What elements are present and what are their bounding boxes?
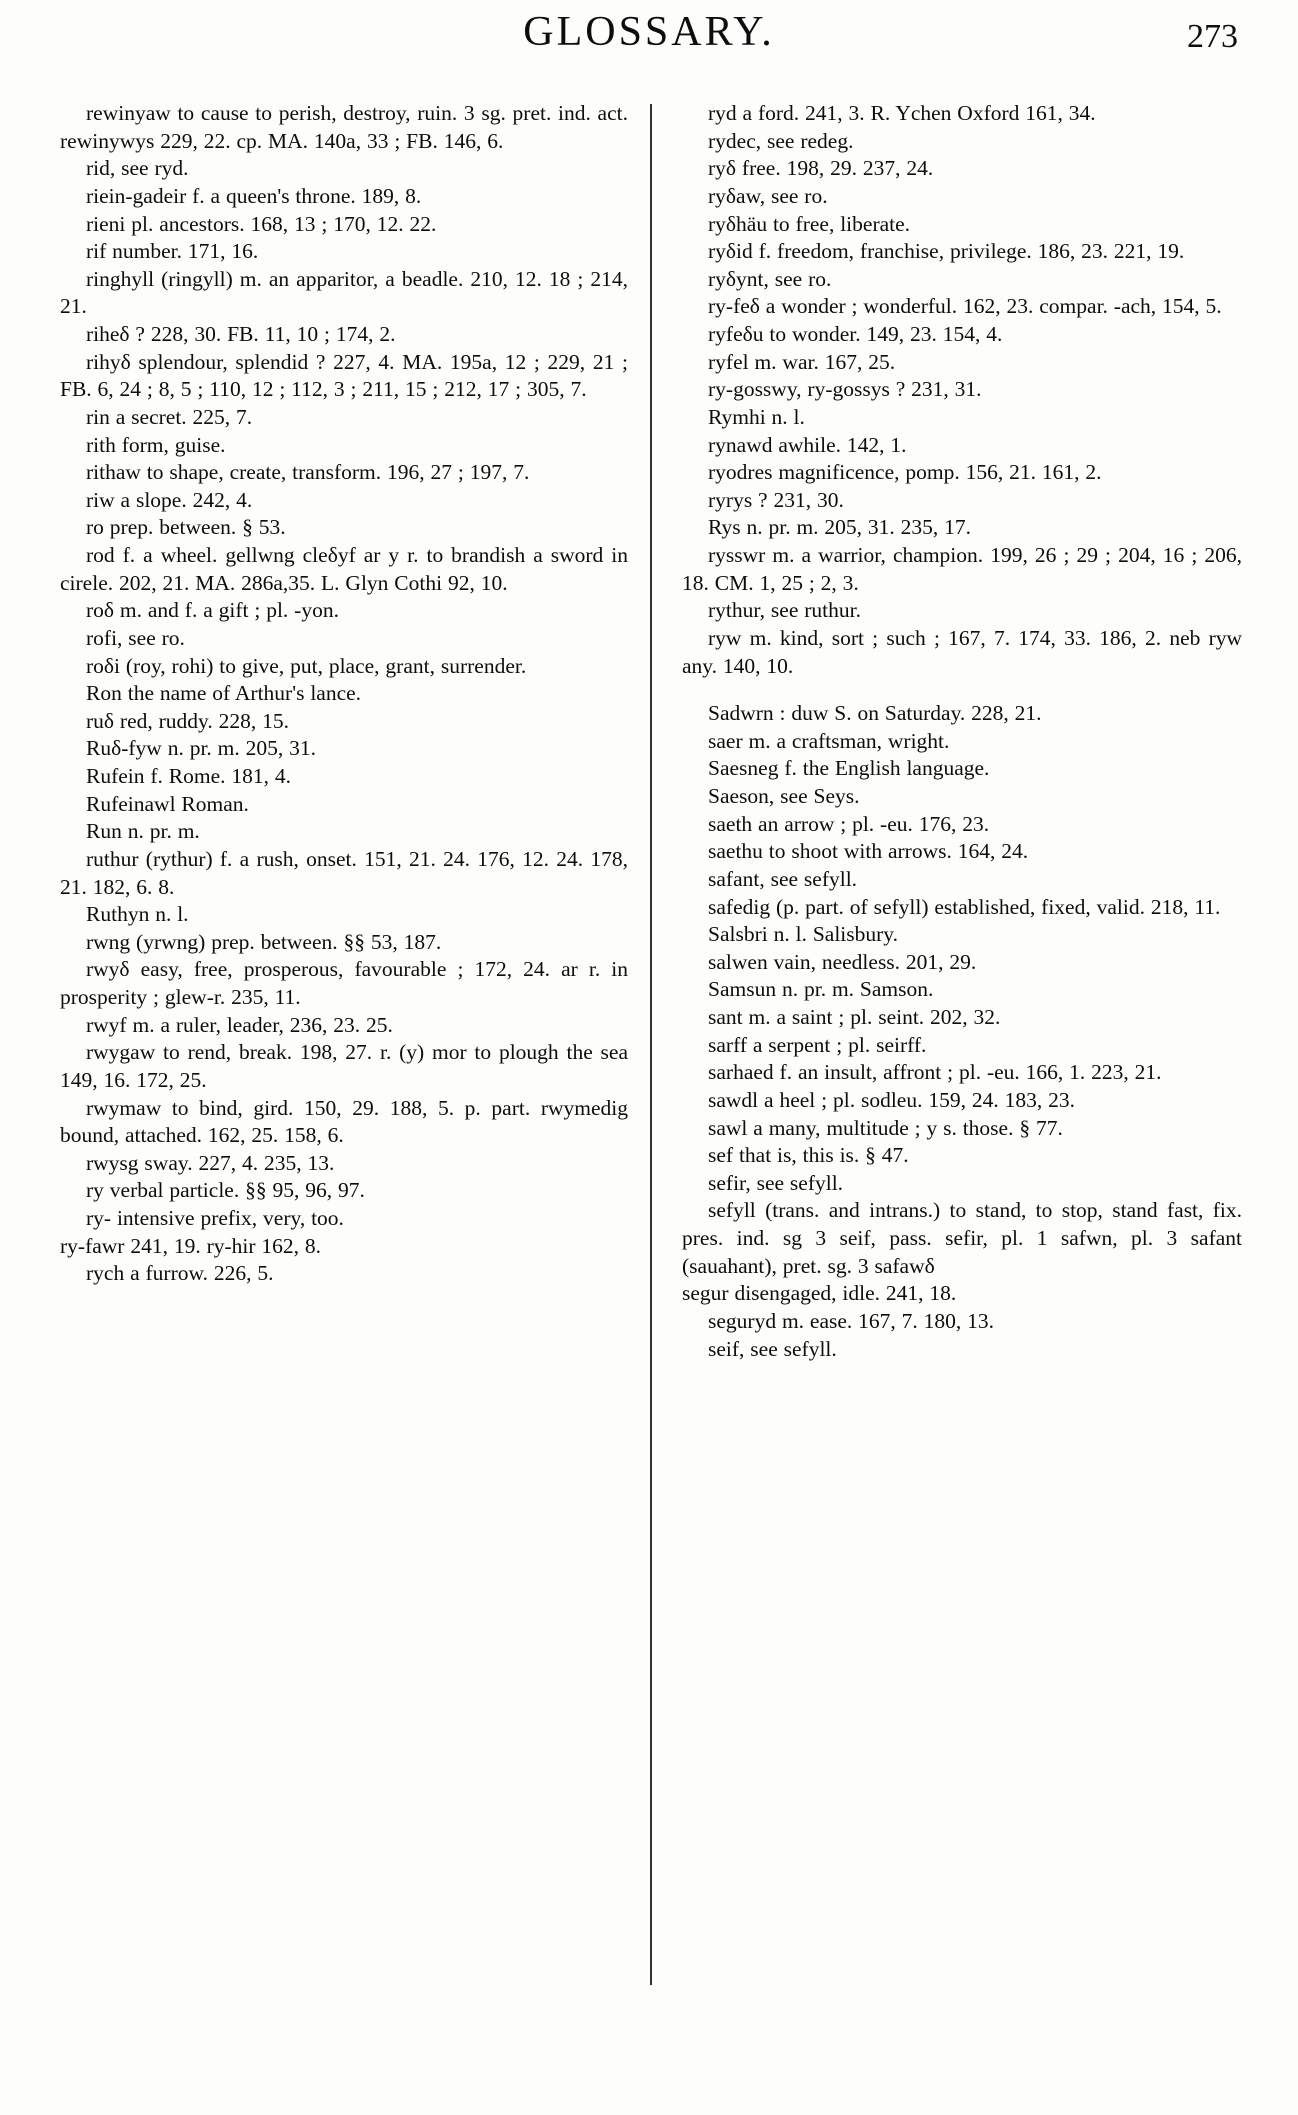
glossary-entry: rif number. 171, 16. — [86, 239, 259, 264]
glossary-entry: Ruthyn n. l. — [86, 902, 189, 927]
glossary-entry: rwysg sway. 227, 4. 235, 13. — [86, 1150, 335, 1175]
entry-gap — [682, 680, 1242, 700]
glossary-entry: riw a slope. 242, 4. — [86, 487, 253, 512]
glossary-entry: ryodres magnificence, pomp. 156, 21. 161, 2. — [708, 460, 1102, 485]
glossary-entry: sefir, see sefyll. — [708, 1170, 844, 1195]
page-title: GLOSSARY. — [523, 9, 775, 55]
glossary-entry: rydec, see redeg. — [708, 128, 854, 153]
glossary-entry: Sadwrn : duw S. on Saturday. 228, 21. — [708, 701, 1042, 726]
glossary-entry: Rymhi n. l. — [708, 404, 805, 429]
glossary-entry: sef that is, this is. § 47. — [708, 1143, 909, 1168]
glossary-entry: ryδ free. 198, 29. 237, 24. — [708, 156, 934, 181]
glossary-entry: rythur, see ruthur. — [708, 598, 861, 623]
glossary-entry: ruδ red, ruddy. 228, 15. — [86, 708, 290, 733]
glossary-entry: safedig (p. part. of sefyll) established, fixed, valid. 218, 11. — [708, 894, 1221, 919]
glossary-entry: ry-gosswy, ry-gossys ? 231, 31. — [708, 377, 982, 402]
glossary-entry: ruthur (rythur) f. a rush, onset. 151, 21. 24. 176, 12. 24. 178, 21. 182, 6. 8. — [60, 846, 628, 899]
glossary-entry: Rufein f. Rome. 181, 4. — [86, 764, 292, 788]
glossary-entry: ryw m. kind, sort ; such ; 167, 7. 174, 33. 186, 2. neb ryw any. 140, 10. — [682, 625, 1242, 678]
glossary-entry: rwyf m. a ruler, leader, 236, 23. 25. — [86, 1012, 393, 1037]
glossary-entry: ringhyll (ringyll) m. an apparitor, a beadle. 210, 12. 18 ; 214, 21. — [60, 266, 628, 319]
glossary-entry: ryd a ford. 241, 3. R. Ychen Oxford 161, 34. — [708, 101, 1096, 125]
glossary-entry: Ruδ-fyw n. pr. m. 205, 31. — [86, 736, 317, 761]
glossary-entry: segur disengaged, idle. 241, 18. — [682, 1281, 957, 1306]
glossary-entry: ryδynt, see ro. — [708, 266, 832, 291]
glossary-entry: Run n. pr. m. — [86, 819, 200, 844]
glossary-entry: ry- intensive prefix, very, too. — [86, 1206, 344, 1230]
glossary-entry: rysswr m. a warrior, champion. 199, 26 ; 29 ; 204, 16 ; 206, 18. CM. 1, 25 ; 2, 3. — [682, 543, 1242, 595]
glossary-entry: Saesneg f. the English language. — [708, 756, 990, 781]
glossary-entry: ryδid f. freedom, franchise, privilege. 186, 23. 221, 19. — [708, 239, 1185, 264]
glossary-entry: sant m. a saint ; pl. seint. 202, 32. — [708, 1005, 1001, 1029]
glossary-column-left — [60, 100, 650, 2095]
glossary-entry: rwygaw to rend, break. 198, 27. r. (y) mor to plough the sea 149, 16. 172, 25. — [60, 1040, 628, 1092]
glossary-entry: Rys n. pr. m. 205, 31. 235, 17. — [708, 515, 972, 540]
glossary-entry: sefyll (trans. and intrans.) to stand, to stop, stand fast, fix. pres. ind. sg 3 seif, pass. sefir, pl. 1 safwn, pl. 3 safant (sauahant), pret. sg. 3 safawδ — [682, 1198, 1242, 1278]
glossary-entry: rin a secret. 225, 7. — [86, 404, 253, 429]
glossary-entry: riein-gadeir f. a queen's throne. 189, 8. — [86, 183, 422, 208]
glossary-entry: ryδhäu to free, liberate. — [708, 211, 911, 236]
glossary-entry: ryfeδu to wonder. 149, 23. 154, 4. — [708, 322, 1003, 346]
glossary-entry: Salsbri n. l. Salisbury. — [708, 922, 899, 947]
glossary-entry: saethu to shoot with arrows. 164, 24. — [708, 839, 1029, 864]
page-number: 273 — [1187, 18, 1238, 55]
glossary-entry: riheδ ? 228, 30. FB. 11, 10 ; 174, 2. — [86, 322, 396, 346]
glossary-entry: sarhaed f. an insult, affront ; pl. -eu. 166, 1. 223, 21. — [708, 1060, 1162, 1085]
glossary-entry: rynawd awhile. 142, 1. — [708, 432, 907, 457]
glossary-entry: sawl a many, multitude ; y s. those. § 77. — [708, 1115, 1063, 1140]
glossary-entry: saer m. a craftsman, wright. — [708, 728, 950, 753]
glossary-entry: saeth an arrow ; pl. -eu. 176, 23. — [708, 811, 990, 836]
glossary-entry: ry-fawr 241, 19. ry-hir 162, 8. — [60, 1233, 322, 1258]
glossary-column-right — [652, 100, 1242, 2095]
glossary-entry: rieni pl. ancestors. 168, 13 ; 170, 12. 22. — [86, 211, 437, 236]
glossary-entry: rith form, guise. — [86, 432, 226, 457]
glossary-entry: ry verbal particle. §§ 95, 96, 97. — [86, 1178, 365, 1203]
glossary-entry: rwyδ easy, free, prosperous, favourable ; 172, 24. ar r. in prosperity ; glew-r. 235, 11. — [60, 957, 628, 1009]
glossary-entry: ry-feδ a wonder ; wonderful. 162, 23. compar. -ach, 154, 5. — [708, 294, 1222, 319]
glossary-entry: sarff a serpent ; pl. seirff. — [708, 1032, 927, 1057]
glossary-entry: roδi (roy, rohi) to give, put, place, grant, surrender. — [86, 653, 527, 678]
glossary-entry: rych a furrow. 226, 5. — [86, 1261, 274, 1286]
glossary-entry: rihyδ splendour, splendid ? 227, 4. MA. 195a, 12 ; 229, 21 ; FB. 6, 24 ; 8, 5 ; 110, 12 ; 112, 3 ; 211, 15 ; 212, 17 ; 305, 7. — [60, 349, 628, 402]
glossary-entry: ro prep. between. § 53. — [86, 515, 286, 540]
glossary-entry: safant, see sefyll. — [708, 866, 858, 891]
glossary-entry: salwen vain, needless. 201, 29. — [708, 949, 977, 974]
glossary-entry: rwng (yrwng) prep. between. §§ 53, 187. — [86, 929, 442, 954]
glossary-entry: ryδaw, see ro. — [708, 183, 828, 208]
glossary-entry: Samsun n. pr. m. Samson. — [708, 977, 934, 1002]
glossary-columns — [60, 100, 1248, 2095]
glossary-entry: rewinyaw to cause to perish, destroy, ruin. 3 sg. pret. ind. act. rewinywys 229, 22. cp. MA. 140a, 33 ; FB. 146, 6. — [60, 101, 628, 153]
glossary-entry: Saeson, see Seys. — [708, 784, 860, 808]
glossary-entry: sawdl a heel ; pl. sodleu. 159, 24. 183, 23. — [708, 1087, 1075, 1112]
glossary-entry: rwymaw to bind, gird. 150, 29. 188, 5. p. part. rwymedig bound, attached. 162, 25. 158, 6. — [60, 1095, 628, 1148]
glossary-entry: rithaw to shape, create, transform. 196, 27 ; 197, 7. — [86, 460, 530, 485]
glossary-entry: ryfel m. war. 167, 25. — [708, 349, 896, 374]
glossary-entry: Ron the name of Arthur's lance. — [86, 681, 362, 706]
glossary-entry: seif, see sefyll. — [708, 1336, 837, 1361]
column-divider — [650, 104, 652, 1985]
glossary-entry: roδ m. and f. a gift ; pl. -yon. — [86, 598, 339, 623]
glossary-entry: ryrys ? 231, 30. — [708, 487, 844, 512]
page-header — [60, 0, 1238, 80]
glossary-entry: rofi, see ro. — [86, 625, 185, 650]
glossary-entry: Rufeinawl Roman. — [86, 791, 249, 816]
glossary-entry: rod f. a wheel. gellwng cleδyf ar y r. to brandish a sword in cirele. 202, 21. MA. 286a,35. L. Glyn Cothi 92, 10. — [60, 543, 628, 595]
glossary-entry: seguryd m. ease. 167, 7. 180, 13. — [708, 1308, 995, 1333]
glossary-entry: rid, see ryd. — [86, 156, 189, 181]
